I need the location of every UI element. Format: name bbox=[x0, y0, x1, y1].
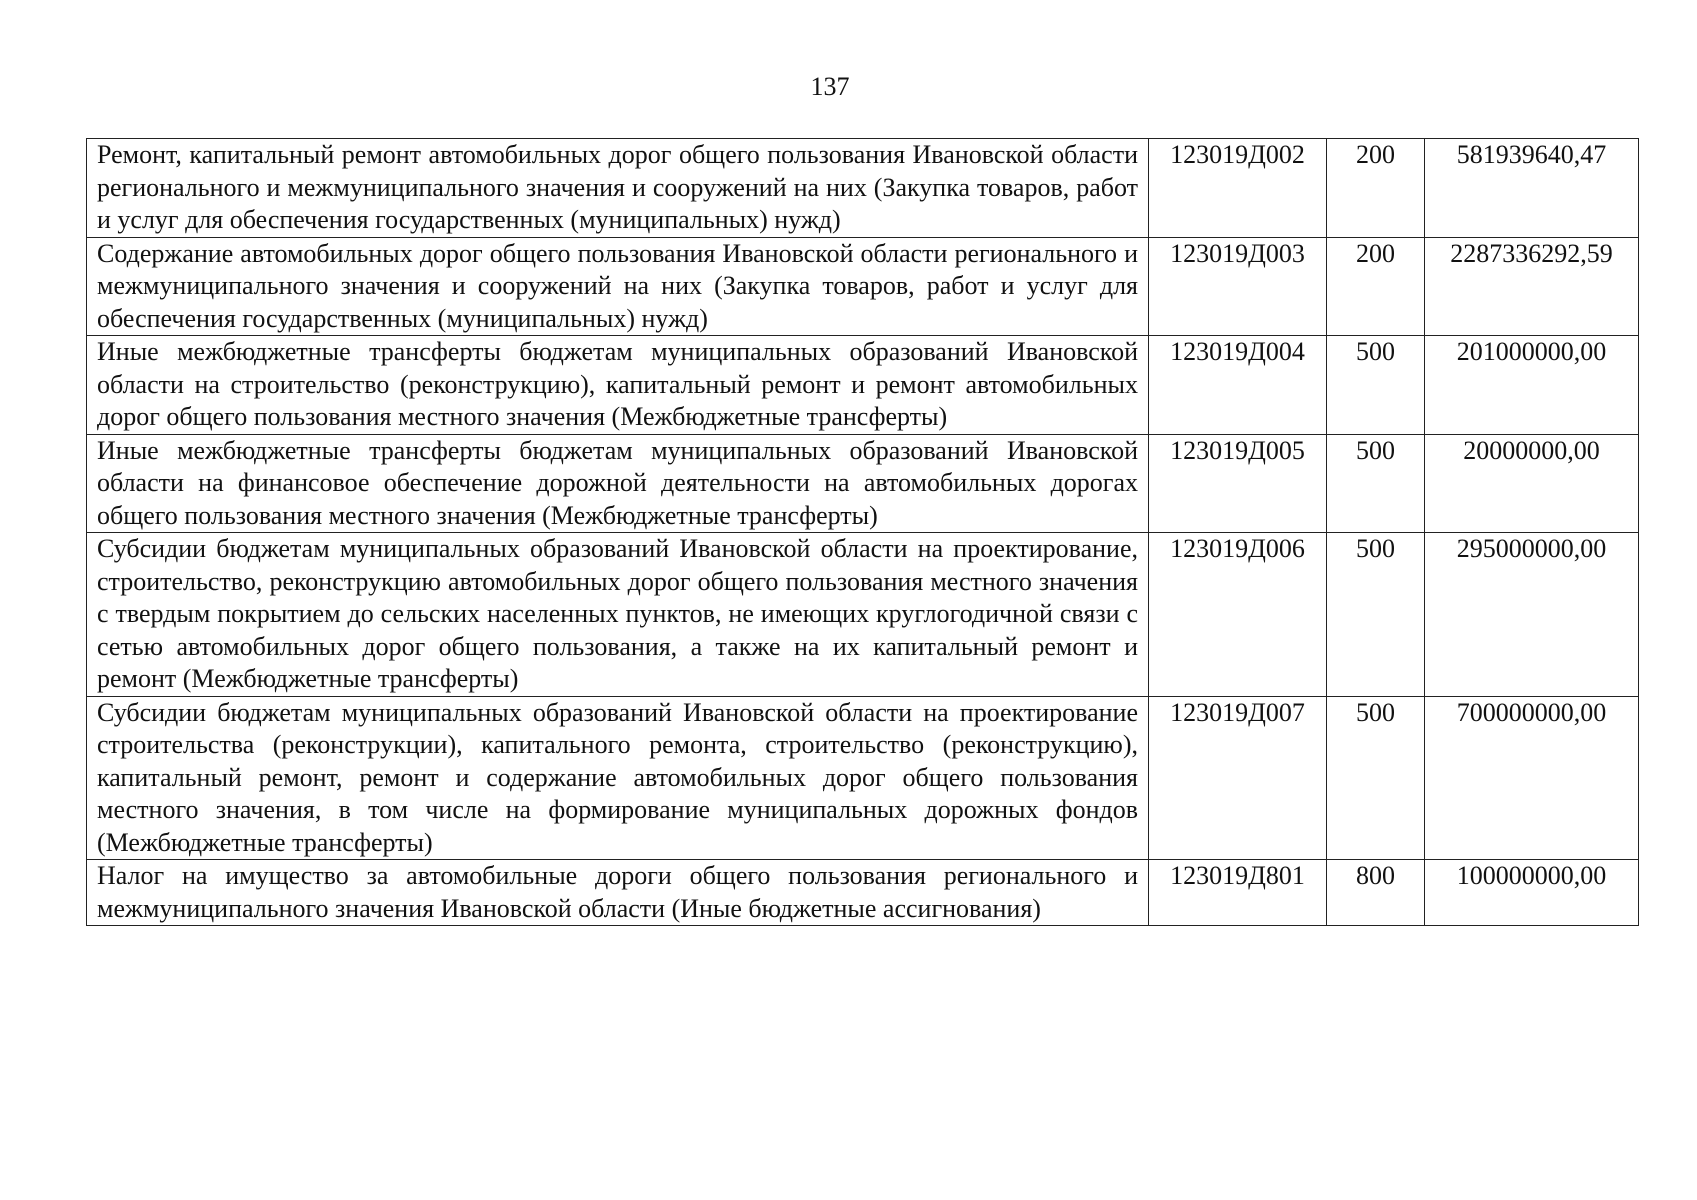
row-amount: 295000000,00 bbox=[1425, 533, 1639, 697]
row-expense-type: 500 bbox=[1327, 336, 1425, 435]
budget-table bbox=[86, 138, 1639, 926]
row-target-code: 123019Д002 bbox=[1149, 139, 1327, 238]
row-amount: 700000000,00 bbox=[1425, 696, 1639, 860]
row-amount: 20000000,00 bbox=[1425, 434, 1639, 533]
row-expense-type: 500 bbox=[1327, 434, 1425, 533]
row-amount: 100000000,00 bbox=[1425, 860, 1639, 926]
row-description: Иные межбюджетные трансферты бюджетам муниципальных образований Ивановской области на строительство (реконструкцию), капитальный ремонт и ремонт автомобильных дорог общего пользования местного значения (Межбюджетные трансферты) bbox=[87, 336, 1149, 435]
table-row bbox=[87, 533, 1639, 697]
row-target-code: 123019Д005 bbox=[1149, 434, 1327, 533]
table-row bbox=[87, 860, 1639, 926]
row-description: Иные межбюджетные трансферты бюджетам муниципальных образований Ивановской области на финансовое обеспечение дорожной деятельности на автомобильных дорогах общего пользования местного значения (Межбюджетные трансферты) bbox=[87, 434, 1149, 533]
row-expense-type: 200 bbox=[1327, 237, 1425, 336]
row-expense-type: 500 bbox=[1327, 533, 1425, 697]
row-description: Ремонт, капитальный ремонт автомобильных дорог общего пользования Ивановской области регионального и межмуниципального значения и сооружений на них (Закупка товаров, работ и услуг для обеспечения государственных (муниципальных) нужд) bbox=[87, 139, 1149, 238]
table-row bbox=[87, 434, 1639, 533]
row-target-code: 123019Д801 bbox=[1149, 860, 1327, 926]
row-description: Субсидии бюджетам муниципальных образований Ивановской области на проектирование строительства (реконструкции), капитального ремонта, строительство (реконструкцию), капитальный ремонт, ремонт и содержание автомобильных дорог общего пользования местного значения, в том числе на формирование муниципальных дорожных фондов (Межбюджетные трансферты) bbox=[87, 696, 1149, 860]
row-target-code: 123019Д006 bbox=[1149, 533, 1327, 697]
table-row bbox=[87, 139, 1639, 238]
row-expense-type: 500 bbox=[1327, 696, 1425, 860]
row-description: Субсидии бюджетам муниципальных образований Ивановской области на проектирование, строительство, реконструкцию автомобильных дорог общего пользования местного значения с твердым покрытием до сельских населенных пунктов, не имеющих круглогодичной связи с сетью автомобильных дорог общего пользования, а также на их капитальный ремонт и ремонт (Межбюджетные трансферты) bbox=[87, 533, 1149, 697]
table-row bbox=[87, 237, 1639, 336]
row-description: Содержание автомобильных дорог общего пользования Ивановской области регионального и межмуниципального значения и сооружений на них (Закупка товаров, работ и услуг для обеспечения государственных (муниципальных) нужд) bbox=[87, 237, 1149, 336]
row-amount: 2287336292,59 bbox=[1425, 237, 1639, 336]
row-target-code: 123019Д007 bbox=[1149, 696, 1327, 860]
page-number: 137 bbox=[810, 72, 850, 101]
row-amount: 201000000,00 bbox=[1425, 336, 1639, 435]
row-expense-type: 800 bbox=[1327, 860, 1425, 926]
row-expense-type: 200 bbox=[1327, 139, 1425, 238]
row-amount: 581939640,47 bbox=[1425, 139, 1639, 238]
table-row bbox=[87, 336, 1639, 435]
row-target-code: 123019Д003 bbox=[1149, 237, 1327, 336]
row-description: Налог на имущество за автомобильные дороги общего пользования регионального и межмуниципального значения Ивановской области (Иные бюджетные ассигнования) bbox=[87, 860, 1149, 926]
row-target-code: 123019Д004 bbox=[1149, 336, 1327, 435]
table-row bbox=[87, 696, 1639, 860]
